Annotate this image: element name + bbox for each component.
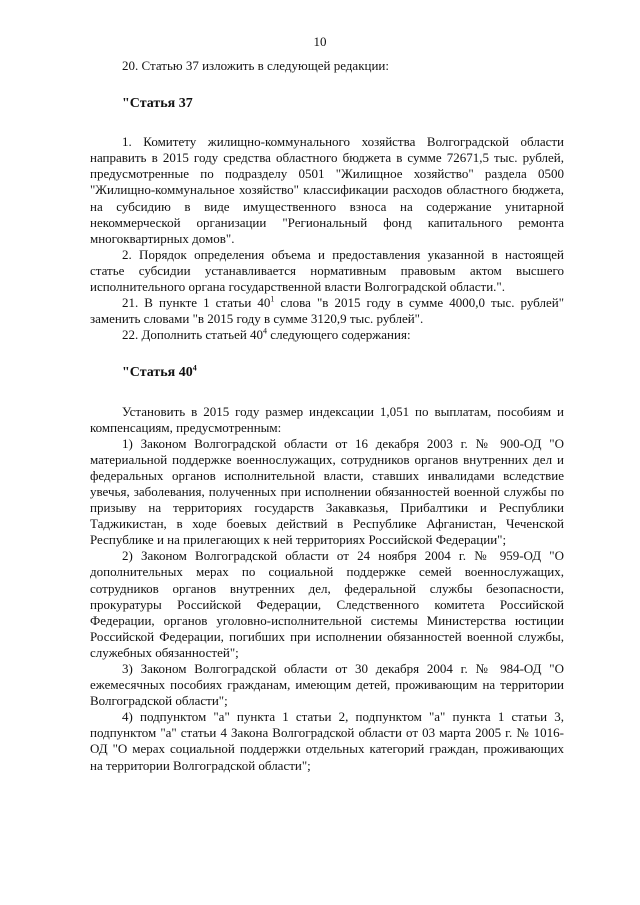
item-21-superscript: 1 [270,294,275,304]
article-40-4-paragraph-1: 1) Законом Волгоградской области от 16 декабря 2003 г. № 900-ОД "О материальной поддержке военнослужащих, сотрудников органов внутренних дел и федеральных органов исполнительной власти, ставших инвалидами вследствие увечья, заболевания, полученных при исполнении обязанностей военной службы по призыву на территориях государств Закавказья, Прибалтики и Республики Таджикистан, в ходе боевых действий в Республике Афганистан, Чеченской Республике и на прилегающих к ней территориях Российской Федерации"; [90,435,564,548]
article-40-4-heading-text: "Статья 40 [122,365,193,381]
item-22-superscript: 4 [263,326,268,336]
article-40-4-paragraph-4: 4) подпунктом "а" пункта 1 статьи 2, подпунктом "а" пункта 1 статьи 3, подпунктом "а" статьи 4 Закона Волгоградской области от 03 марта 2005 г. № 1016-ОД "О мерах социальной поддержки отдельных категорий граждан, проживающих на территории Волгоградской области"; [90,709,564,773]
article-37-paragraph-1: 1. Комитету жилищно-коммунального хозяйства Волгоградской области направить в 2015 году средства областного бюджета в сумме 72671,5 тыс. рублей, предусмотренные по подразделу 0501 "Жилищное хозяйство" раздела 0500 "Жилищно-коммунальное хозяйство" классификации расходов областного бюджета, на субсидию в виде имущественного взноса на содержание унитарной некоммерческой организации "Региональный фонд капитального ремонта многоквартирных домов". [90,134,564,246]
article-40-4-heading [122,365,564,381]
item-21-text-start: 21. В пункте 1 статьи 40 [122,295,271,311]
item-22-text-end: следующего содержания: [267,327,411,343]
item-20: 20. Статью 37 изложить в следующей редакции: [122,58,389,73]
item-22-text-start: 22. Дополнить статьей 40 [122,327,264,343]
page-number: 10 [313,34,327,49]
article-37-heading: "Статья 37 [122,96,193,112]
item-21-text-end: слова "в 2015 году в сумме 4000,0 тыс. рублей" заменить словами "в 2015 году в сумме 3120,9 тыс. рублей". [90,295,564,327]
article-37-paragraph-2: 2. Порядок определения объема и предоставления указанной в настоящей статье субсидии устанавливается нормативным правовым актом высшего исполнительного органа государственной власти Волгоградской области.". [90,246,564,295]
article-40-4-paragraph-3: 3) Законом Волгоградской области от 30 декабря 2004 г. № 984-ОД "О ежемесячных пособиях гражданам, имеющим детей, проживающим на территории Волгоградской области"; [90,661,564,709]
document-body [90,58,564,774]
item-22 [90,327,564,343]
article-40-4-paragraph-2: 2) Законом Волгоградской области от 24 ноября 2004 г. № 959-ОД "О дополнительных мерах по социальной поддержке семей военнослужащих, сотрудников органов внутренних дел, федеральной службы безопасности, прокуратуры Российской Федерации, Следственного комитета Российской Федерации, органов уголовно-исполнительной системы Министерства юстиции Российской Федерации, погибших при исполнении обязанностей военной службы, служебных обязанностей"; [90,548,564,660]
item-21 [90,295,564,327]
article-40-4-heading-superscript: 4 [192,363,197,373]
article-40-4-intro: Установить в 2015 году размер индексации 1,051 по выплатам, пособиям и компенсациям, предусмотренным: [90,403,564,435]
